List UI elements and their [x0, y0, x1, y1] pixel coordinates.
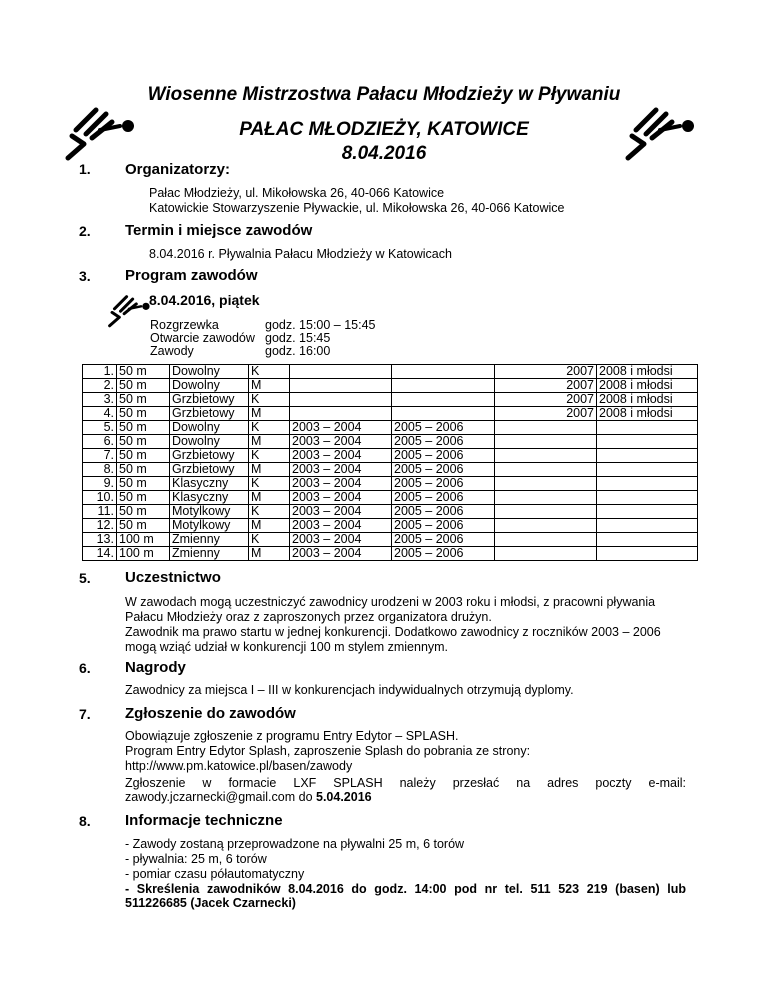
event-style-cell: Dowolny — [170, 435, 249, 449]
schedule-row — [150, 318, 376, 332]
section-heading-participation: Uczestnictwo — [125, 569, 221, 586]
year-group-a-cell: 2003 – 2004 — [290, 449, 392, 463]
year-group-b-cell — [392, 379, 495, 393]
event-style-cell: Klasyczny — [170, 477, 249, 491]
event-number-cell: 3. — [83, 393, 117, 407]
event-style-cell: Dowolny — [170, 421, 249, 435]
section-heading-registration: Zgłoszenie do zawodów — [125, 705, 296, 722]
event-sex-cell: K — [249, 505, 290, 519]
section-body-participation — [125, 595, 661, 655]
event-sex-cell: M — [249, 547, 290, 561]
year-group-a-cell — [290, 393, 392, 407]
text-line: - Zawody zostaną przeprowadzone na pływalni 25 m, 6 torów — [125, 837, 465, 851]
year-group-c-cell — [495, 505, 597, 519]
schedule-time: godz. 15:00 – 15:45 — [265, 318, 376, 332]
event-sex-cell: M — [249, 379, 290, 393]
year-group-c-cell: 2007 — [495, 365, 597, 379]
year-group-a-cell: 2003 – 2004 — [290, 491, 392, 505]
year-group-d-cell — [597, 491, 698, 505]
swimmer-icon — [106, 290, 152, 330]
year-group-b-cell — [392, 365, 495, 379]
event-distance-cell: 50 m — [117, 449, 170, 463]
event-distance-cell: 50 m — [117, 477, 170, 491]
event-number-cell: 5. — [83, 421, 117, 435]
section-heading-technical: Informacje techniczne — [125, 812, 283, 829]
section-number: 8. — [79, 813, 91, 829]
year-group-a-cell: 2003 – 2004 — [290, 547, 392, 561]
section-number: 1. — [79, 161, 91, 177]
event-number-cell: 11. — [83, 505, 117, 519]
year-group-d-cell — [597, 435, 698, 449]
table-row — [83, 365, 698, 379]
year-group-c-cell — [495, 547, 597, 561]
table-row — [83, 477, 698, 491]
year-group-c-cell — [495, 463, 597, 477]
table-row — [83, 435, 698, 449]
section-heading-venue: Termin i miejsce zawodów — [125, 222, 313, 239]
year-group-b-cell: 2005 – 2006 — [392, 463, 495, 477]
year-group-c-cell — [495, 519, 597, 533]
event-distance-cell: 50 m — [117, 519, 170, 533]
year-group-a-cell: 2003 – 2004 — [290, 477, 392, 491]
event-style-cell: Zmienny — [170, 547, 249, 561]
year-group-b-cell — [392, 407, 495, 421]
year-group-c-cell — [495, 477, 597, 491]
section-heading-program: Program zawodów — [125, 267, 258, 284]
text-line: Zawodnik ma prawo startu w jednej konkurencji. Dodatkowo zawodnicy z roczników 2003 – 2006 — [125, 625, 661, 639]
technical-withdrawal-line: - Skreślenia zawodników 8.04.2016 do godz. 14:00 pod nr tel. 511 523 219 (basen) lub — [125, 882, 686, 896]
event-distance-cell: 50 m — [117, 505, 170, 519]
section-number: 3. — [79, 268, 91, 284]
registration-email-line: Zgłoszenie w formacie LXF SPLASH należy przesłać na adres poczty e-mail: — [125, 776, 686, 790]
event-distance-cell: 50 m — [117, 435, 170, 449]
year-group-a-cell: 2003 – 2004 — [290, 519, 392, 533]
text-line: Obowiązuje zgłoszenie z programu Entry Edytor – SPLASH. — [125, 729, 459, 743]
year-group-d-cell — [597, 519, 698, 533]
section-number: 6. — [79, 660, 91, 676]
event-distance-cell: 50 m — [117, 407, 170, 421]
event-number-cell: 4. — [83, 407, 117, 421]
table-row — [83, 463, 698, 477]
year-group-d-cell — [597, 547, 698, 561]
table-row — [83, 379, 698, 393]
year-group-d-cell — [597, 421, 698, 435]
section-body-awards — [125, 683, 574, 698]
schedule-label: Otwarcie zawodów — [150, 331, 255, 345]
event-sex-cell: M — [249, 407, 290, 421]
year-group-a-cell: 2003 – 2004 — [290, 533, 392, 547]
event-sex-cell: K — [249, 449, 290, 463]
table-row — [83, 547, 698, 561]
section-body-registration — [125, 729, 530, 774]
event-number-cell: 13. — [83, 533, 117, 547]
year-group-d-cell — [597, 477, 698, 491]
text-line: W zawodach mogą uczestniczyć zawodnicy urodzeni w 2003 roku i młodsi, z pracowni pływania — [125, 595, 656, 609]
year-group-c-cell — [495, 449, 597, 463]
section-body-technical — [125, 837, 464, 882]
year-group-a-cell: 2003 – 2004 — [290, 505, 392, 519]
section-number: 5. — [79, 570, 91, 586]
event-date: 8.04.2016 — [341, 143, 427, 164]
table-row — [83, 393, 698, 407]
year-group-d-cell: 2008 i młodsi — [597, 365, 698, 379]
year-group-c-cell: 2007 — [495, 393, 597, 407]
event-sex-cell: M — [249, 463, 290, 477]
year-group-b-cell — [392, 393, 495, 407]
text-line: - pomiar czasu półautomatyczny — [125, 867, 305, 881]
event-style-cell: Motylkowy — [170, 505, 249, 519]
event-number-cell: 7. — [83, 449, 117, 463]
year-group-c-cell — [495, 491, 597, 505]
event-distance-cell: 50 m — [117, 393, 170, 407]
year-group-d-cell — [597, 449, 698, 463]
event-number-cell: 14. — [83, 547, 117, 561]
table-row — [83, 519, 698, 533]
section-body-organizers — [149, 186, 564, 216]
event-sex-cell: K — [249, 421, 290, 435]
text-line: Zawodnicy za miejsca I – III w konkurencjach indywidualnych otrzymują dyplomy. — [125, 683, 574, 697]
schedule-row — [150, 331, 330, 345]
year-group-a-cell: 2003 – 2004 — [290, 421, 392, 435]
year-group-d-cell — [597, 505, 698, 519]
year-group-b-cell: 2005 – 2006 — [392, 491, 495, 505]
event-sex-cell: K — [249, 533, 290, 547]
year-group-b-cell: 2005 – 2006 — [392, 421, 495, 435]
year-group-c-cell — [495, 435, 597, 449]
schedule-time: godz. 15:45 — [265, 331, 331, 345]
schedule-label: Zawody — [150, 344, 194, 358]
year-group-c-cell: 2007 — [495, 379, 597, 393]
text-line: 8.04.2016 r. Pływalnia Pałacu Młodzieży w Katowicach — [149, 247, 452, 261]
event-distance-cell: 50 m — [117, 365, 170, 379]
event-distance-cell: 100 m — [117, 533, 170, 547]
table-row — [83, 533, 698, 547]
event-style-cell: Grzbietowy — [170, 449, 249, 463]
event-distance-cell: 50 m — [117, 491, 170, 505]
event-style-cell: Grzbietowy — [170, 463, 249, 477]
event-style-cell: Zmienny — [170, 533, 249, 547]
event-distance-cell: 50 m — [117, 463, 170, 477]
page-title: Wiosenne Mistrzostwa Pałacu Młodzieży w Pływaniu — [147, 84, 621, 105]
section-heading-organizers: Organizatorzy: — [125, 161, 231, 178]
event-sex-cell: K — [249, 393, 290, 407]
table-row — [83, 407, 698, 421]
text-line: mogą wziąć udział w konkurencji 100 m stylem zmiennym. — [125, 640, 449, 654]
event-number-cell: 8. — [83, 463, 117, 477]
year-group-a-cell: 2003 – 2004 — [290, 463, 392, 477]
event-number-cell: 1. — [83, 365, 117, 379]
registration-email[interactable]: zawody.jczarnecki@gmail.com do — [125, 790, 316, 804]
event-distance-cell: 50 m — [117, 421, 170, 435]
table-row — [83, 505, 698, 519]
year-group-d-cell — [597, 463, 698, 477]
program-table-body — [83, 365, 698, 561]
year-group-d-cell: 2008 i młodsi — [597, 379, 698, 393]
schedule-time: godz. 16:00 — [265, 344, 331, 358]
event-sex-cell: M — [249, 519, 290, 533]
event-style-cell: Dowolny — [170, 365, 249, 379]
event-number-cell: 10. — [83, 491, 117, 505]
text-line[interactable]: http://www.pm.katowice.pl/basen/zawody — [125, 759, 353, 773]
registration-deadline-line — [125, 790, 372, 805]
event-style-cell: Klasyczny — [170, 491, 249, 505]
schedule-row — [150, 344, 330, 358]
event-style-cell: Grzbietowy — [170, 407, 249, 421]
year-group-a-cell: 2003 – 2004 — [290, 435, 392, 449]
event-number-cell: 9. — [83, 477, 117, 491]
year-group-b-cell: 2005 – 2006 — [392, 505, 495, 519]
year-group-b-cell: 2005 – 2006 — [392, 449, 495, 463]
text-line: - pływalnia: 25 m, 6 torów — [125, 852, 267, 866]
year-group-c-cell — [495, 421, 597, 435]
table-row — [83, 491, 698, 505]
table-row — [83, 421, 698, 435]
program-day: 8.04.2016, piątek — [149, 292, 260, 308]
event-number-cell: 6. — [83, 435, 117, 449]
year-group-a-cell — [290, 407, 392, 421]
text-line: Katowickie Stowarzyszenie Pływackie, ul. Mikołowska 26, 40-066 Katowice — [149, 201, 565, 215]
text-line: Pałacu Młodzieży oraz z zaproszonych przez organizatora drużyn. — [125, 610, 492, 624]
year-group-b-cell: 2005 – 2006 — [392, 435, 495, 449]
event-number-cell: 2. — [83, 379, 117, 393]
event-sex-cell: M — [249, 435, 290, 449]
schedule-label: Rozgrzewka — [150, 318, 219, 332]
year-group-d-cell — [597, 533, 698, 547]
text-line: Program Entry Edytor Splash, zaproszenie Splash do pobrania ze strony: — [125, 744, 531, 758]
year-group-b-cell: 2005 – 2006 — [392, 533, 495, 547]
year-group-d-cell: 2008 i młodsi — [597, 393, 698, 407]
year-group-c-cell: 2007 — [495, 407, 597, 421]
year-group-b-cell: 2005 – 2006 — [392, 547, 495, 561]
year-group-a-cell — [290, 379, 392, 393]
event-distance-cell: 50 m — [117, 379, 170, 393]
event-style-cell: Motylkowy — [170, 519, 249, 533]
technical-withdrawal-contact: 511226685 (Jacek Czarnecki) — [125, 896, 296, 910]
year-group-b-cell: 2005 – 2006 — [392, 477, 495, 491]
table-row — [83, 449, 698, 463]
section-body-venue — [149, 247, 452, 262]
event-sex-cell: K — [249, 365, 290, 379]
text-line: Pałac Młodzieży, ul. Mikołowska 26, 40-066 Katowice — [149, 186, 445, 200]
event-sex-cell: M — [249, 491, 290, 505]
section-number: 2. — [79, 223, 91, 239]
year-group-c-cell — [495, 533, 597, 547]
event-sex-cell: K — [249, 477, 290, 491]
program-table — [82, 364, 698, 561]
event-number-cell: 12. — [83, 519, 117, 533]
section-heading-awards: Nagrody — [125, 659, 186, 676]
section-number: 7. — [79, 706, 91, 722]
year-group-a-cell — [290, 365, 392, 379]
event-style-cell: Grzbietowy — [170, 393, 249, 407]
event-distance-cell: 100 m — [117, 547, 170, 561]
venue-title: PAŁAC MŁODZIEŻY, KATOWICE — [239, 119, 529, 140]
year-group-d-cell: 2008 i młodsi — [597, 407, 698, 421]
year-group-b-cell: 2005 – 2006 — [392, 519, 495, 533]
registration-deadline: 5.04.2016 — [316, 790, 372, 804]
event-style-cell: Dowolny — [170, 379, 249, 393]
